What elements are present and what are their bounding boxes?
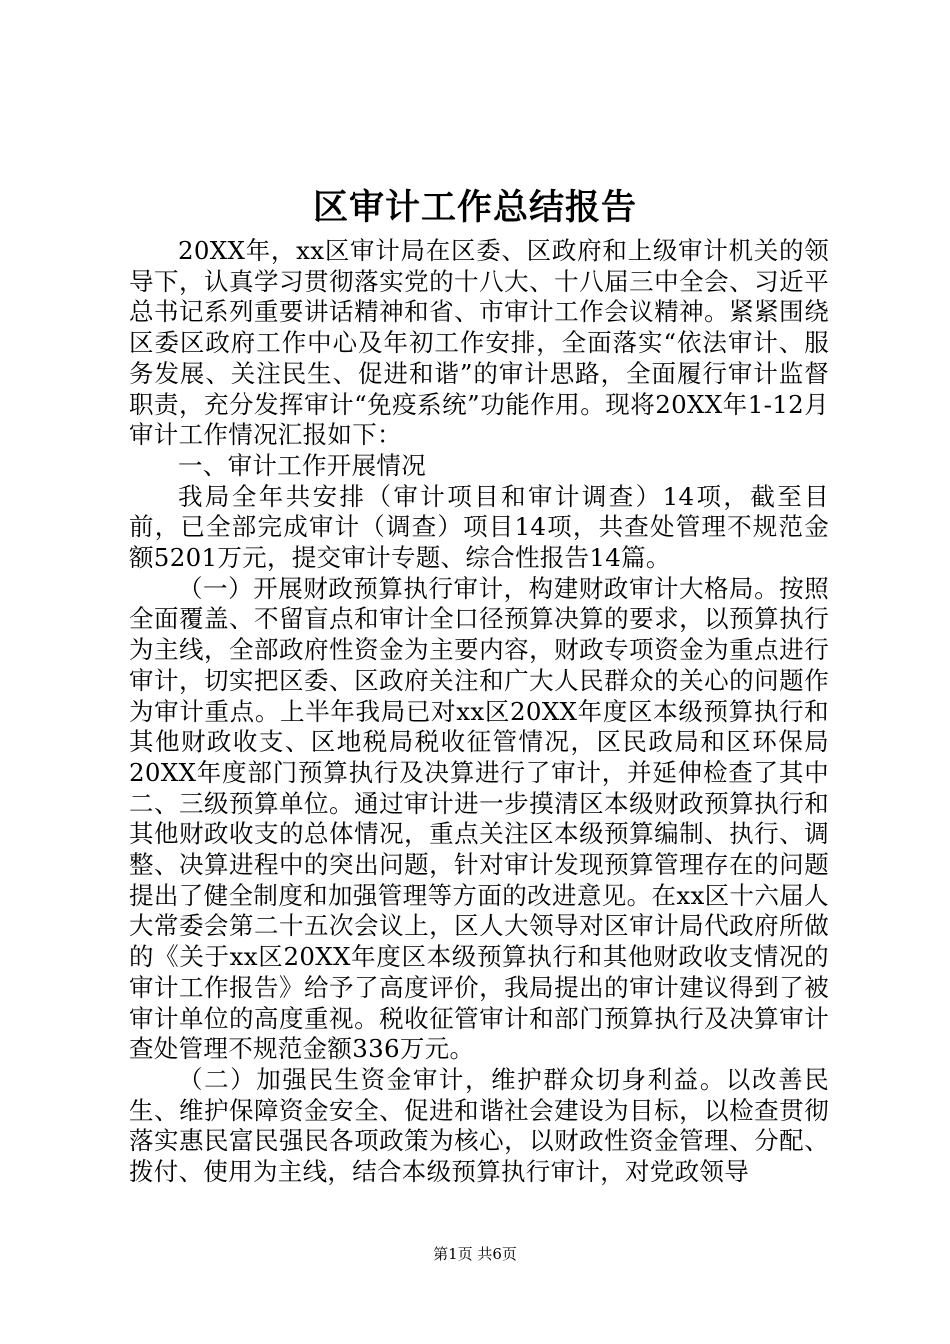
page-number-footer: 第1页 共6页 bbox=[433, 1245, 517, 1263]
document-title: 区审计工作总结报告 bbox=[312, 187, 637, 228]
paragraph-livelihood-audit: （二）加强民生资金审计，维护群众切身利益。以改善民生、维护保障资金安全、促进和谐社会建设为目标，以检查贯彻落实惠民富民强民各项政策为核心，以财政性资金管理、分配、拨付、使用为主线，结合本级预算执行审计，对党政领导 bbox=[129, 1064, 829, 1187]
section-heading-1: 一、审计工作开展情况 bbox=[178, 450, 426, 480]
document-body bbox=[129, 236, 829, 1188]
paragraph-summary: 我局全年共安排（审计项目和审计调查）14项，截至目前，已全部完成审计（调查）项目14项，共查处管理不规范金额5201万元，提交审计专题、综合性报告14篇。 bbox=[129, 481, 829, 573]
paragraph-intro: 20XX年，xx区审计局在区委、区政府和上级审计机关的领导下，认真学习贯彻落实党的十八大、十八届三中全会、习近平总书记系列重要讲话精神和省、市审计工作会议精神。紧紧围绕区委区政府工作中心及年初工作安排，全面落实“依法审计、服务发展、关注民生、促进和谐”的审计思路，全面履行审计监督职责，充分发挥审计“免疫系统”功能作用。现将20XX年1-12月审计工作情况汇报如下： bbox=[129, 236, 830, 450]
paragraph-fiscal-audit: （一）开展财政预算执行审计，构建财政审计大格局。按照全面覆盖、不留盲点和审计全口径预算决算的要求，以预算执行为主线，全部政府性资金为主要内容，财政专项资金为重点进行审计，切实把区委、区政府关注和广大人民群众的关心的问题作为审计重点。上半年我局已对xx区20XX年度区本级预算执行和其他财政收支、区地税局税收征管情况，区民政局和区环保局20XX年度部门预算执行及决算进行了审计，并延伸检查了其中二、三级预算单位。通过审计进一步摸清区本级财政预算执行和其他财政收支的总体情况，重点关注区本级预算编制、执行、调整、决算进程中的突出问题，针对审计发现预算管理存在的问题提出了健全制度和加强管理等方面的改进意见。在xx区十六届人大常委会第二十五次会议上，区人大领导对区审计局代政府所做的《关于xx区20XX年度区本级预算执行和其他财政收支情况的审计工作报告》给予了高度评价，我局提出的审计建议得到了被审计单位的高度重视。税收征管审计和部门预算执行及决算审计查处管理不规范金额336万元。 bbox=[129, 573, 829, 1064]
